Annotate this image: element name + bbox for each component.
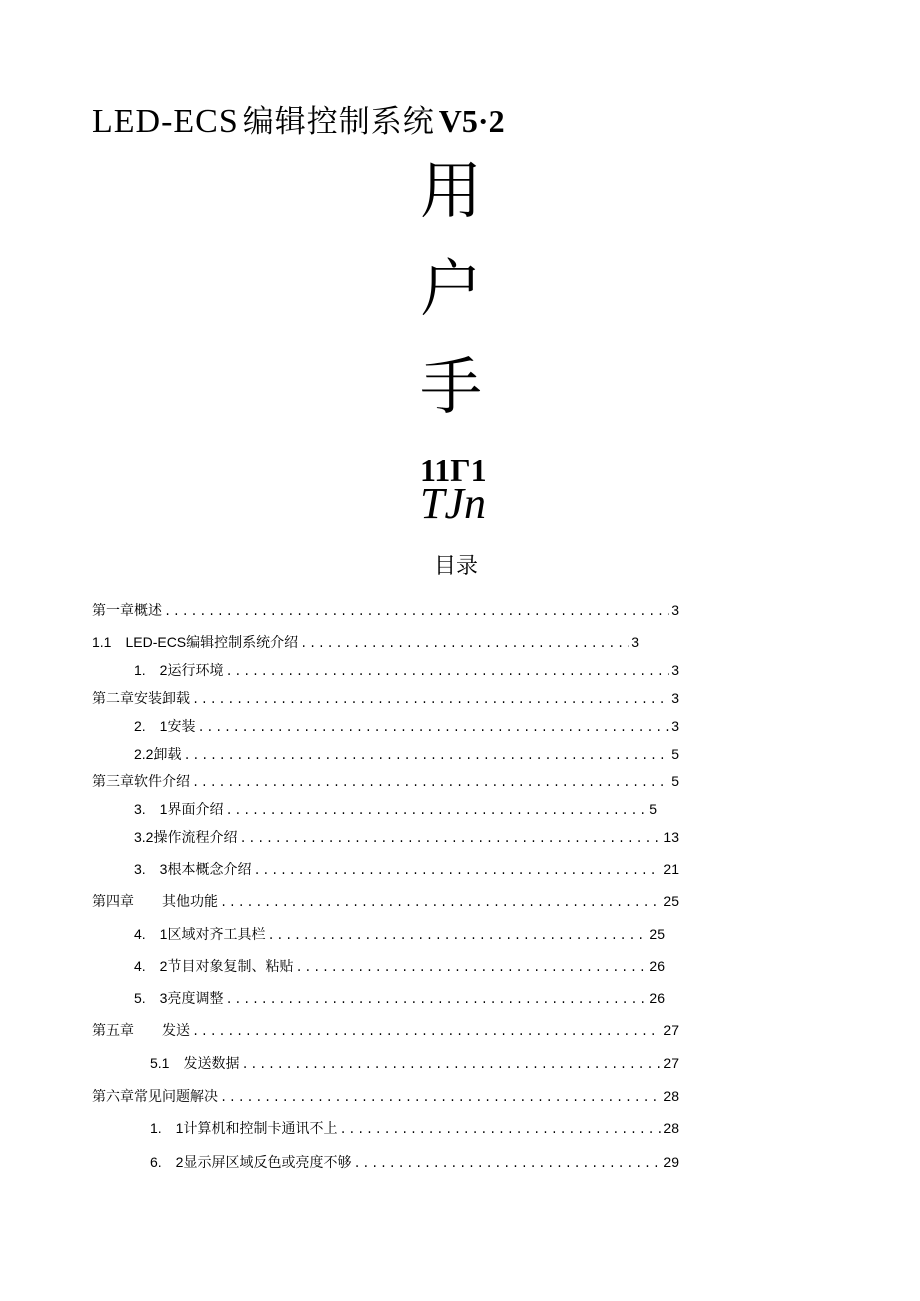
toc-heading: 目录	[434, 554, 479, 579]
toc-entry-label: 显示屏区域反色或亮度不够	[183, 1155, 352, 1171]
toc-entry-label: 区域对齐工具栏	[167, 927, 266, 943]
toc-entry-label: 发送数据	[183, 1056, 240, 1072]
toc-leader-dots	[225, 665, 669, 679]
toc-entry-label: 第六章常见问题解决	[92, 1089, 218, 1105]
toc-entry-label: 第五章 发送	[92, 1023, 190, 1039]
toc-entry-label: 亮度调整	[167, 991, 224, 1007]
toc-entry[interactable]	[134, 660, 679, 680]
toc-entry-number: 1. 2	[134, 662, 168, 678]
toc-entry-label: 第二章安装卸载	[92, 691, 190, 707]
toc-entry[interactable]	[134, 799, 657, 819]
toc-entry-page: 21	[663, 861, 679, 877]
toc-entry[interactable]	[92, 632, 639, 652]
toc-entry[interactable]	[92, 1020, 679, 1040]
toc-entry-label: 编辑控制系统介绍	[186, 635, 299, 651]
toc-leader-dots	[192, 693, 669, 707]
toc-entry-page: 3	[671, 690, 679, 706]
toc-entry[interactable]	[150, 1053, 679, 1073]
toc-entry-page: 25	[649, 926, 665, 942]
toc-entry[interactable]	[92, 891, 679, 911]
toc-entry-page: 3	[671, 718, 679, 734]
toc-leader-dots	[300, 637, 629, 651]
title-version: V5·2	[438, 103, 505, 139]
toc-entry-number: 1.1 LED-ECS	[92, 634, 187, 650]
toc-entry-page: 28	[663, 1120, 679, 1136]
toc-leader-dots	[267, 929, 647, 943]
toc-entry-label: 节目对象复制、粘贴	[167, 959, 294, 975]
toc-entry[interactable]	[92, 1086, 679, 1106]
toc-entry[interactable]	[150, 1118, 679, 1138]
toc-entry-label: 运行环境	[167, 663, 224, 679]
toc-leader-dots	[339, 1123, 661, 1137]
toc-leader-dots	[220, 1091, 661, 1105]
toc-leader-dots	[164, 605, 669, 619]
toc-entry-page: 27	[663, 1022, 679, 1038]
toc-entry-page: 5	[649, 801, 657, 817]
toc-entry-page: 25	[663, 893, 679, 909]
toc-entry-page: 3	[631, 634, 639, 650]
toc-entry[interactable]	[150, 1152, 679, 1172]
toc-entry-number: 3. 3	[134, 861, 168, 877]
toc-leader-dots	[192, 1025, 661, 1039]
toc-entry-page: 26	[649, 990, 665, 1006]
toc-entry[interactable]	[134, 956, 665, 976]
toc-entry-label: 操作流程介绍	[153, 830, 238, 846]
toc-entry-label: 安装	[167, 719, 196, 735]
toc-leader-dots	[225, 993, 647, 1007]
toc-entry-label: 界面介绍	[167, 802, 224, 818]
toc-entry-page: 26	[649, 958, 665, 974]
toc-entry[interactable]	[134, 988, 665, 1008]
toc-entry[interactable]	[92, 600, 679, 620]
title-prefix: LED-ECS	[92, 103, 239, 140]
toc-entry-number: 2. 1	[134, 718, 168, 734]
toc-leader-dots	[241, 1058, 661, 1072]
toc-entry-label: 第一章概述	[92, 603, 162, 619]
toc-entry-number: 3.2	[134, 829, 154, 845]
toc-leader-dots	[239, 832, 661, 846]
big-char-3: 手	[420, 350, 483, 423]
toc-entry-label: 卸载	[153, 747, 182, 763]
toc-entry-number: 4. 2	[134, 958, 168, 974]
toc-entry-number: 6. 2	[150, 1154, 184, 1170]
toc-entry-label: 计算机和控制卡通讯不上	[183, 1121, 338, 1137]
toc-entry[interactable]	[134, 827, 679, 847]
toc-entry-number: 4. 1	[134, 926, 168, 942]
toc-leader-dots	[225, 804, 647, 818]
toc-leader-dots	[192, 776, 669, 790]
toc-entry[interactable]	[134, 924, 665, 944]
toc-entry-number: 5. 3	[134, 990, 168, 1006]
big-char-2: 户	[420, 252, 483, 325]
toc-entry-number: 5.1	[150, 1055, 184, 1071]
title-chinese: 编辑控制系统	[242, 104, 435, 140]
toc-entry-number: 1. 1	[150, 1120, 184, 1136]
toc-entry-number: 3. 1	[134, 801, 168, 817]
toc-entry-label: 第三章软件介绍	[92, 774, 190, 790]
toc-entry[interactable]	[134, 716, 679, 736]
toc-leader-dots	[183, 749, 669, 763]
toc-entry-page: 5	[671, 773, 679, 789]
toc-entry-page: 28	[663, 1088, 679, 1104]
toc-leader-dots	[353, 1157, 661, 1171]
toc-entry-page: 5	[671, 746, 679, 762]
big-char-1: 用	[420, 154, 483, 227]
toc-entry[interactable]	[134, 859, 679, 879]
toc-leader-dots	[220, 896, 661, 910]
toc-leader-dots	[295, 961, 647, 975]
toc-entry-page: 27	[663, 1055, 679, 1071]
toc-entry-page: 29	[663, 1154, 679, 1170]
toc-entry[interactable]	[92, 688, 679, 708]
code-line-1: 11Γ1	[420, 452, 487, 488]
toc-entry-label: 第四章 其他功能	[92, 894, 218, 910]
toc-leader-dots	[253, 864, 661, 878]
toc-entry-page: 3	[671, 602, 679, 618]
toc-entry-label: 根本概念介绍	[167, 862, 252, 878]
toc-entry-page: 3	[671, 662, 679, 678]
toc-entry[interactable]	[92, 771, 679, 791]
toc-entry-page: 13	[663, 829, 679, 845]
toc-entry[interactable]	[134, 744, 679, 764]
code-line-2: TJn	[420, 479, 486, 528]
toc-entry-number: 2.2	[134, 746, 154, 762]
toc-leader-dots	[197, 721, 669, 735]
document-title	[92, 96, 505, 141]
